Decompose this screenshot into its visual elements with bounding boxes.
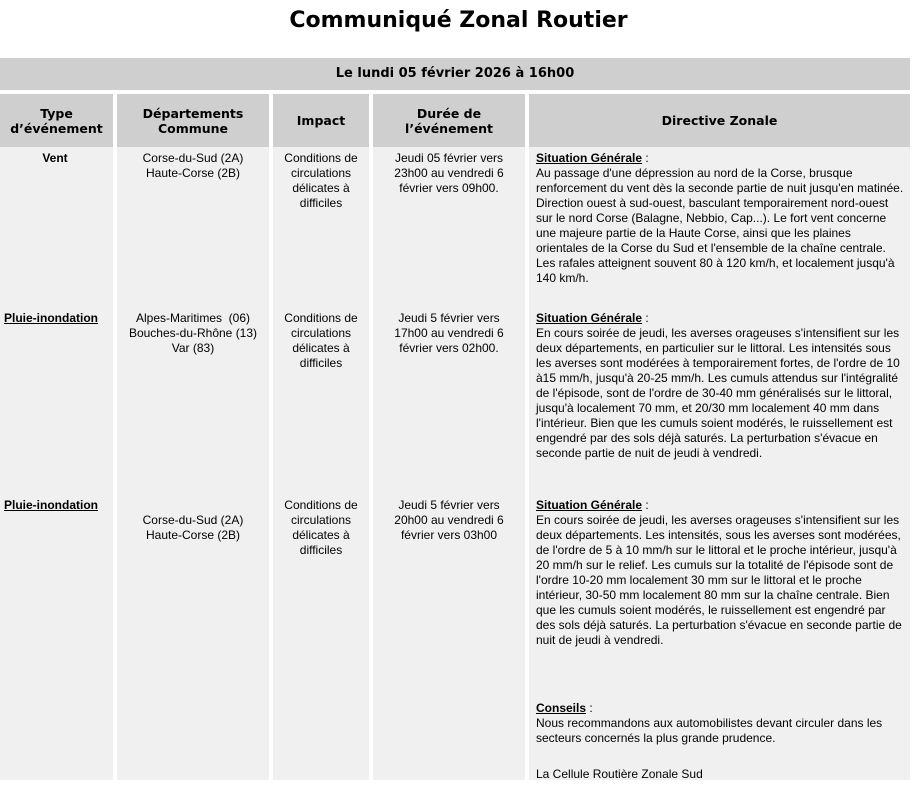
row3-directive: Situation Générale : En cours soirée de jeudi, les averses orageuses s'intensifient sur les deux départements. Les intensités, sous les averses sont modérées, de l'ordre de 5 à 10 mm/h sur le littoral et le proche intérieur, jusqu'à 20 mm/h sur le relief. Les cumuls sur la totalité de l'épisode sont de l'ordre 10-20 mm localement 30 mm sur le littoral et le proche intérieur, 30-50 mm localement 80 mm sur la chaîne centrale. Bien que les cumuls soient modérés, le ruissellement est engendré par des sols déjà saturés. La perturbation s'évacue en seconde partie de nuit de jeudi à vendredi. (536, 498, 904, 648)
row1-departement: Corse-du-Sud (2A) (142, 151, 244, 165)
row3-impact: Conditions de circulations délicates à difficiles (284, 498, 358, 557)
row2-duree: Jeudi 5 février vers 17h00 au vendredi 6 février vers 02h00. (394, 311, 504, 355)
row3-duree: Jeudi 5 février vers 20h00 au vendredi 6 février vers 03h00 (394, 498, 504, 542)
row3-type: Pluie-inondation (4, 498, 98, 512)
row1-departement: Haute-Corse (2B) (145, 166, 241, 180)
header-impact: Impact (273, 94, 369, 147)
row2-departement: Alpes-Maritimes (06) (135, 311, 251, 325)
row3-departements (117, 513, 269, 543)
column-type-bg (0, 94, 113, 780)
header-duree: Durée de l’événement (373, 94, 525, 147)
row3-directive-text: En cours soirée de jeudi, les averses orageuses s'intensifient sur les deux départements. Les intensités, sous les averses sont modérées, de l'ordre de 5 à 10 mm/h sur le littoral et le proche intérieur, jusqu'à 20 mm/h sur le relief. Les cumuls sur la totalité de l'épisode sont de l'ordre 10-20 mm localement 30 mm sur le littoral et le proche intérieur, 30-50 mm localement 80 mm sur la chaîne centrale. Bien que les cumuls soient modérés, le ruissellement est engendré par des sols déjà saturés. La perturbation s'évacue en seconde partie de nuit de jeudi à vendredi. (536, 513, 902, 647)
row2-directive-text: En cours soirée de jeudi, les averses orageuses s'intensifient sur les deux départements, en particulier sur le littoral. Les intensités sous les averses sont modérées à temporairement fortes, de l'ordre de 10 à15 mm/h, jusqu'à 20-25 mm/h. Les cumuls attendus sur l'intégralité de l'épisode, sont de l'ordre de 30-40 mm généralisés sur le littoral, jusqu'à localement 70 mm, et 20/30 mm localement 40 mm dans l'intérieur. Bien que les cumuls soient modérés, le ruissellement est engendré par des sols déjà saturés. La perturbation s'évacue en seconde partie de nuit de jeudi à vendredi. (536, 326, 900, 460)
row2-type: Pluie-inondation (4, 311, 98, 325)
header-type: Type d’événement (0, 94, 113, 147)
header-directive: Directive Zonale (529, 94, 910, 147)
row2-impact: Conditions de circulations délicates à difficiles (284, 311, 358, 370)
row1-directive: Situation Générale : Au passage d'une dépression au nord de la Corse, brusque renforcement du vent dès la seconde partie de nuit jusqu'en matinée. Direction ouest à sud-ouest, basculant temporairement nord-ouest sur le nord Corse (Balagne, Nebbio, Cap...). Le fort vent concerne une majeure partie de la Haute Corse, ainsi que les plaines orientales de la Corse du Sud et l'ensemble de la chaîne centrale. Les rafales atteignent souvent 80 à 120 km/h, et localement jusqu'à 140 km/h. (536, 151, 904, 285)
header-departements: Départements Commune (117, 94, 269, 147)
row1-duree: Jeudi 05 février vers 23h00 au vendredi 6 février vers 09h00. (394, 151, 504, 195)
row1-departements (117, 151, 269, 181)
row2-directive: Situation Générale : En cours soirée de jeudi, les averses orageuses s'intensifient sur les deux départements, en particulier sur le littoral. Les intensités sous les averses sont modérées à temporairement fortes, de l'ordre de 10 à15 mm/h, jusqu'à 20-25 mm/h. Les cumuls attendus sur l'intégralité de l'épisode, sont de l'ordre de 30-40 mm généralisés sur le littoral, jusqu'à localement 70 mm, et 20/30 mm localement 40 mm dans l'intérieur. Bien que les cumuls soient modérés, le ruissellement est engendré par des sols déjà saturés. La perturbation s'évacue en seconde partie de nuit de jeudi à vendredi. (536, 311, 904, 461)
row1-directive-text: Au passage d'une dépression au nord de la Corse, brusque renforcement du vent dès la seconde partie de nuit jusqu'en matinée. Direction ouest à sud-ouest, basculant temporairement nord-ouest sur le nord Corse (Balagne, Nebbio, Cap...). Le fort vent concerne une majeure partie de la Haute Corse, ainsi que les plaines orientales de la Corse du Sud et l'ensemble de la chaîne centrale. Les rafales atteignent souvent 80 à 120 km/h, et localement jusqu'à 140 km/h. (536, 166, 904, 285)
signature: La Cellule Routière Zonale Sud (536, 767, 703, 781)
row3-directive-heading: Situation Générale (536, 498, 643, 512)
page-title: Communiqué Zonal Routier (289, 8, 628, 33)
row1-type: Vent (42, 151, 68, 165)
row1-impact: Conditions de circulations délicates à difficiles (284, 151, 358, 210)
column-duree-bg (373, 94, 525, 780)
conseils-text: Nous recommandons aux automobilistes devant circuler dans les secteurs concernés la plus grande prudence. (536, 716, 883, 745)
row1-directive-heading: Situation Générale (536, 151, 643, 165)
column-departements-bg (117, 94, 269, 780)
conseils-heading: Conseils (536, 701, 587, 715)
conseils-block: Conseils : Nous recommandons aux automobilistes devant circuler dans les secteurs concernés la plus grande prudence. (536, 701, 904, 746)
row2-directive-heading: Situation Générale (536, 311, 643, 325)
row3-departement: Corse-du-Sud (2A) (142, 513, 244, 527)
date-banner: Le lundi 05 février 2026 à 16h00 (0, 58, 910, 90)
row2-departements (117, 311, 269, 356)
row2-departement: Var (83) (171, 341, 215, 355)
row3-departement: Haute-Corse (2B) (145, 528, 241, 542)
row2-departement: Bouches-du-Rhône (13) (128, 326, 258, 340)
